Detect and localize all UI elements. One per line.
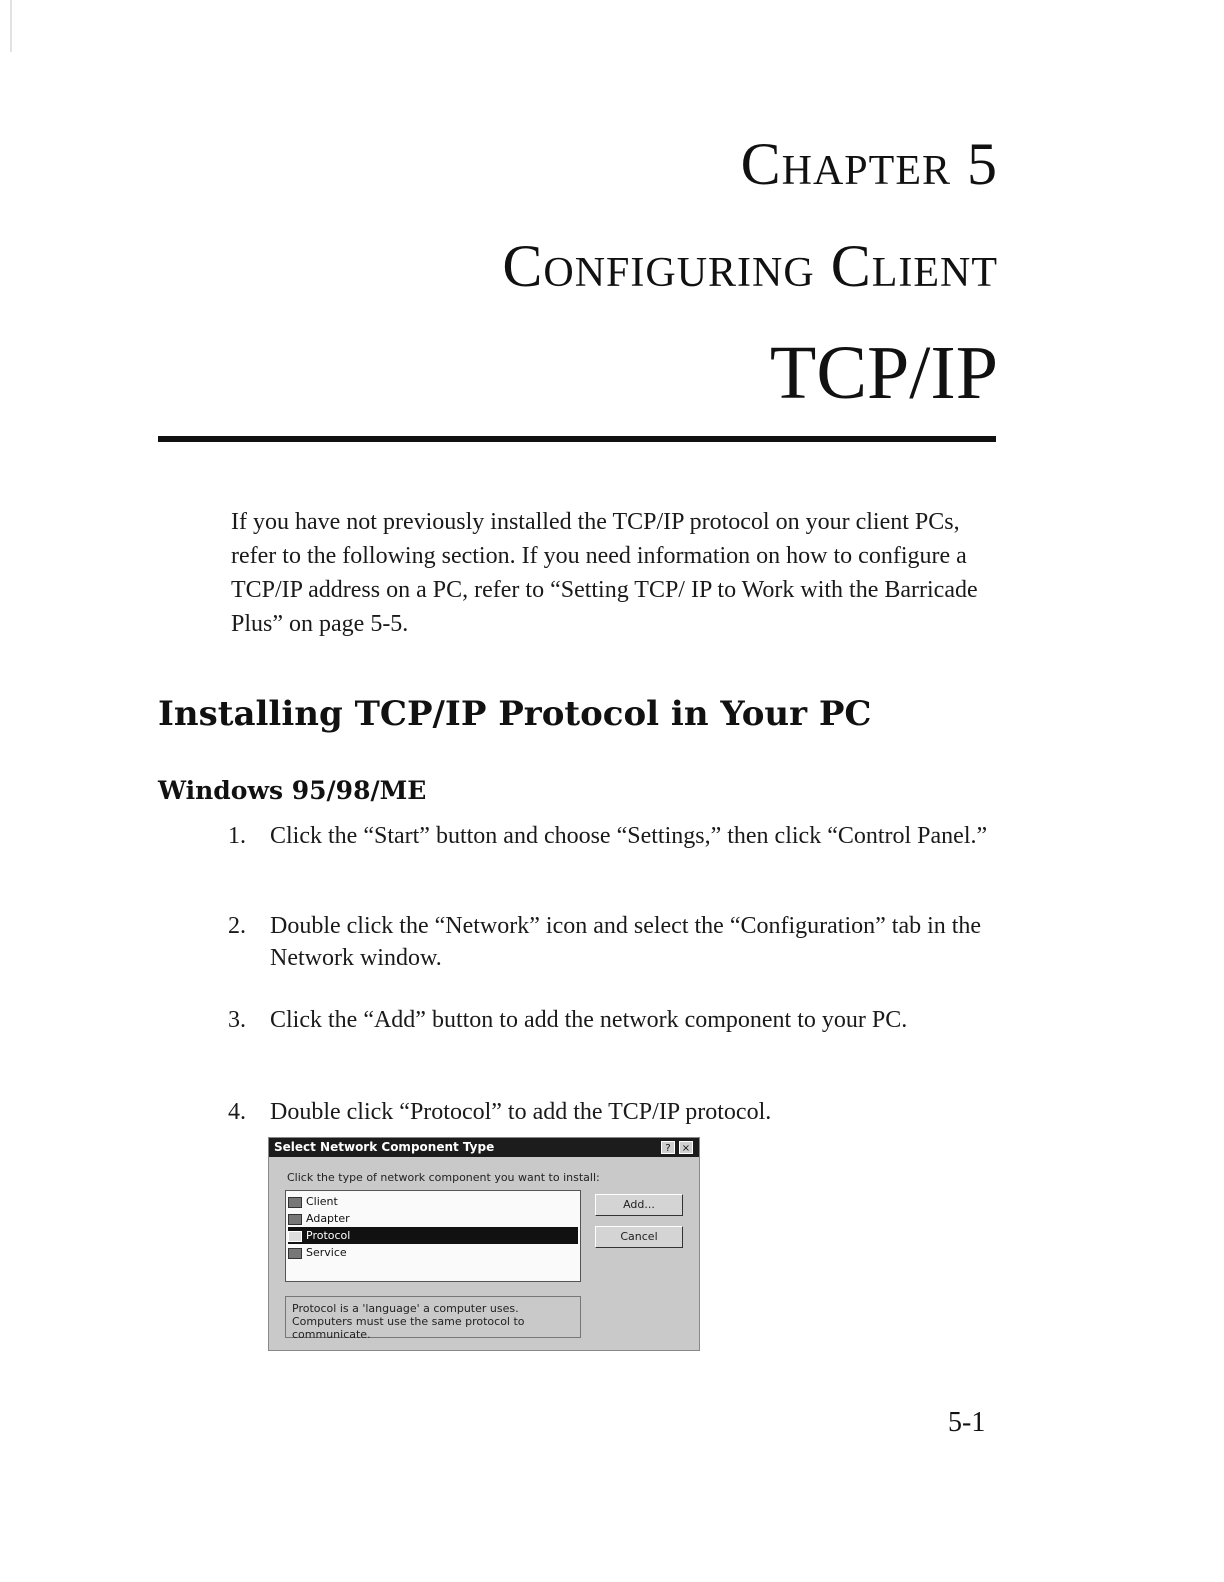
description-groupbox: Protocol is a 'language' a computer uses. Computers must use the same protocol to communicate.	[285, 1296, 581, 1338]
dialog-title: Select Network Component Type	[269, 1138, 699, 1157]
scan-edge-mark	[10, 0, 12, 52]
step-text: Double click “Protocol” to add the TCP/IP protocol.	[270, 1099, 772, 1125]
list-item-protocol[interactable]	[288, 1227, 578, 1244]
step-number: 3.	[228, 1007, 246, 1033]
step-text: Double click the “Network” icon and select the “Configuration” tab in the Network window.	[270, 913, 982, 971]
close-icon[interactable]: ×	[679, 1141, 693, 1154]
component-list[interactable]	[285, 1190, 581, 1282]
step-number: 4.	[228, 1099, 246, 1125]
adapter-icon	[288, 1214, 302, 1225]
select-network-component-dialog	[268, 1137, 700, 1351]
chapter-label: Chapter 5	[740, 131, 998, 197]
protocol-icon	[288, 1231, 302, 1242]
add-button[interactable]: Add...	[595, 1194, 683, 1216]
chapter-rule	[158, 436, 996, 442]
chapter-subtitle: TCP/IP	[769, 331, 998, 415]
list-item-label: Adapter	[306, 1212, 350, 1225]
dialog-prompt: Click the type of network component you want to install:	[287, 1171, 600, 1184]
chapter-title: Configuring Client	[502, 233, 998, 299]
step-text: Click the “Add” button to add the network component to your PC.	[270, 1007, 908, 1033]
step-number: 1.	[228, 823, 246, 849]
list-item-service[interactable]	[288, 1244, 578, 1261]
step-text: Click the “Start” button and choose “Settings,” then click “Control Panel.”	[270, 823, 988, 849]
intro-paragraph: If you have not previously installed the TCP/IP protocol on your client PCs, refer to the following section. If you need information on how to configure a TCP/IP address on a PC, refer to “Setting TCP/ IP to Work with the Barricade Plus” on page 5-5.	[231, 509, 978, 637]
list-item-label: Service	[306, 1246, 347, 1259]
client-icon	[288, 1197, 302, 1208]
cancel-button[interactable]: Cancel	[595, 1226, 683, 1248]
list-item-label: Protocol	[306, 1229, 351, 1242]
section-heading: Installing TCP/IP Protocol in Your PC	[158, 694, 872, 734]
list-item-adapter[interactable]	[288, 1210, 578, 1227]
list-item-client[interactable]	[288, 1193, 578, 1210]
page-number: 5-1	[948, 1407, 986, 1438]
service-icon	[288, 1248, 302, 1259]
step-number: 2.	[228, 913, 246, 939]
help-icon[interactable]: ?	[661, 1141, 675, 1154]
list-item-label: Client	[306, 1195, 338, 1208]
subsection-heading: Windows 95/98/ME	[158, 776, 427, 805]
